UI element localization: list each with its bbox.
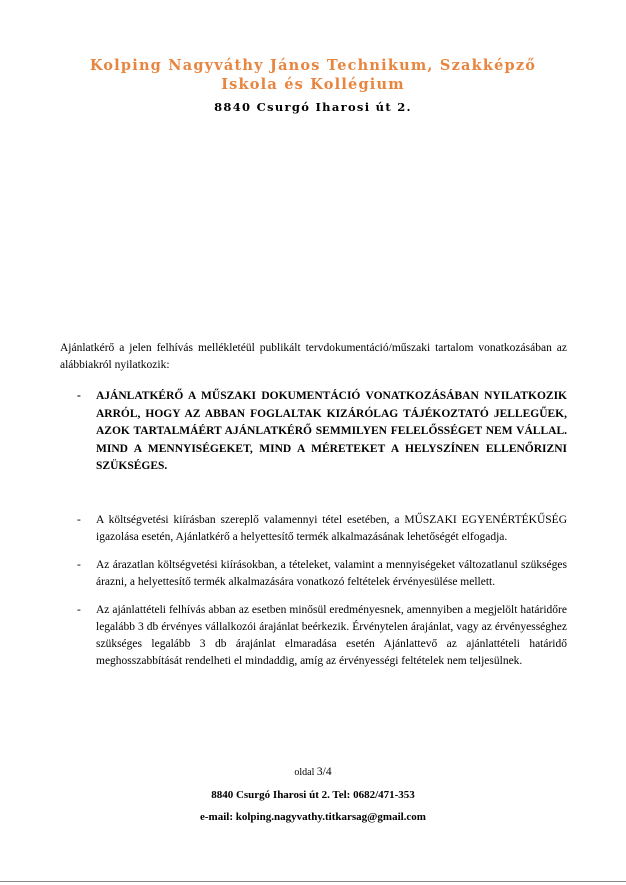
page-label: oldal [294, 767, 315, 778]
page-current: 3 [316, 766, 323, 778]
page-number [0, 766, 626, 778]
page-total: 4 [325, 766, 332, 778]
page-separator: / [322, 766, 326, 778]
list-item [60, 512, 567, 546]
list-item-text: A költségvetési kiírásban szereplő valamennyi tétel esetében, a MŰSZAKI EGYENÉRTÉKŰSÉG igazolása esetén, Ajánlatkérő a helyettesítő termék alkalmazásának lehetőségét elfogadja. [96, 513, 567, 543]
list-item-text: AJÁNLATKÉRŐ A MŰSZAKI DOKUMENTÁCIÓ VONATKOZÁSÁBAN NYILATKOZIK ARRÓL, HOGY AZ ABBAN FOGLALTAK KIZÁRÓLAG TÁJÉKOZTATÓ JELLEGŰEK, AZOK TARTALMÁÉRT AJÁNLATKÉRŐ SEMMILYEN FELELŐSSÉGET NEM VÁLLAL. MIND A MENNYISÉGEKET, MIND A MÉRETEKET A HELYSZÍNEN ELLENŐRIZNI SZÜKSÉGES. [96, 390, 567, 472]
list-item-text: Az árazatlan költségvetési kiírásokban, a tételeket, valamint a mennyiségeket változatlanul szükséges árazni, a helyettesítő termék alkalmazására vonatkozó feltételek érvényesülése mellett. [96, 558, 567, 588]
list-item-text: Az ajánlattételi felhívás abban az esetben minősül eredményesnek, amennyiben a megjelölt határidőre legalább 3 db érvényes vállalkozói árajánlat beérkezik. Érvénytelen árajánlat, vagy az érvényességhez szükséges legalább 3 db árajánlat elmaradása esetén Ajánlattevő az ajánlattételi határidő meghosszabbítását rendelheti el mindaddig, amíg az érvényességi feltételek nem teljesülnek. [96, 603, 567, 667]
intro-paragraph: Ajánlatkérő a jelen felhívás mellékletéül publikált tervdokumentáció/műszaki tartalom vonatkozásában az alábbiakról nyilatkozik: [60, 342, 567, 371]
list-dash: - [77, 603, 81, 616]
footer-email: e-mail: kolping.nagyvathy.titkarsag@gmail.com [200, 811, 426, 823]
header-address: 8840 Csurgó Iharosi út 2. [214, 100, 412, 114]
list-item [60, 557, 567, 591]
page-bottom-divider [0, 881, 626, 882]
statement-list [60, 388, 567, 670]
school-name: Kolping Nagyváthy János Technikum, Szakképző Iskola és Kollégium [89, 57, 537, 93]
list-item [60, 388, 567, 476]
list-dash: - [77, 558, 81, 571]
document-body [60, 340, 567, 670]
list-item [60, 602, 567, 670]
page-header [0, 56, 626, 114]
footer-address: 8840 Csurgó Iharosi út 2. Tel: 0682/471-353 [211, 789, 415, 801]
list-dash: - [77, 390, 81, 402]
list-dash: - [77, 513, 81, 526]
